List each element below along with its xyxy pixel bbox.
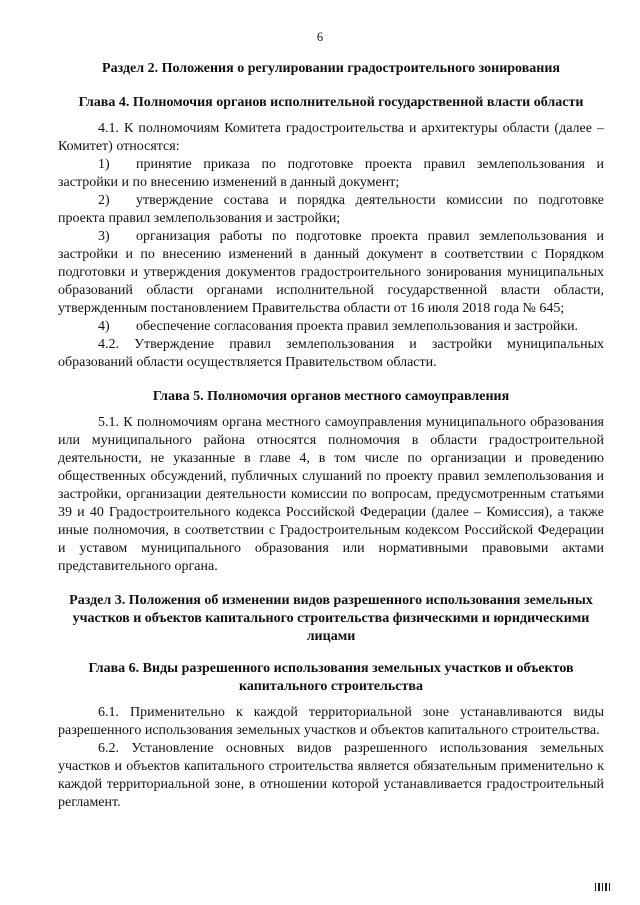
list-item [58, 192, 604, 228]
paragraph-6-2: 6.2. Установление основных видов разрешенного использования земельных участков и объектов капитального строительства является обязательным применительно к каждой территориальной зоне, в отношении которой устанавливается градостроительный регламент. [58, 741, 604, 810]
section-3-heading: Раздел 3. Положения об изменении видов разрешенного использования земельных участков и объектов капитального строительства физическими и юридическими лицами [69, 593, 593, 644]
barcode-bar [602, 883, 603, 891]
document-body [58, 60, 604, 812]
list-item-text: обеспечение согласования проекта правил землепользования и застройки. [136, 319, 579, 334]
list-item-text: принятие приказа по подготовке проекта правил землепользования и застройки и по внесению изменений в данный документ; [58, 157, 604, 190]
list-item-text: утверждение состава и порядка деятельности комиссии по подготовке проекта правил землепользования и застройки; [58, 193, 604, 226]
barcode-bar [605, 883, 607, 891]
list-item [58, 156, 604, 192]
section-2-heading: Раздел 2. Положения о регулировании градостроительного зонирования [102, 61, 560, 76]
paragraph-4-1: 4.1. К полномочиям Комитета градостроительства и архитектуры области (далее – Комитет) относятся: [58, 121, 604, 154]
chapter-6-heading: Глава 6. Виды разрешенного использования земельных участков и объектов капитального строительства [88, 661, 574, 694]
list-item-number: 4) [98, 319, 110, 334]
page-number: 6 [316, 30, 324, 44]
paragraph-4-2: 4.2. Утверждение правил землепользования и застройки муниципальных образований области осуществляется Правительством области. [58, 337, 604, 370]
barcode-mark [595, 883, 610, 891]
chapter-4-heading: Глава 4. Полномочия органов исполнительной государственной власти области [78, 95, 584, 110]
barcode-bar [609, 883, 610, 891]
list-item-number: 2) [98, 193, 110, 208]
chapter-5-heading: Глава 5. Полномочия органов местного самоуправления [152, 389, 510, 404]
list-item-text: организация работы по подготовке проекта правил землепользования и застройки и по внесению изменений в данный документ в соответствии с Порядком подготовки и утверждения документов градостроительного зонирования муниципальных образований области органами исполнительной государственной власти области, утвержденным постановлением Правительства области от 16 июля 2018 года № 645; [58, 229, 604, 316]
paragraph-6-1: 6.1. Применительно к каждой территориальной зоне устанавливаются виды разрешенного использования земельных участков и объектов капитального строительства. [58, 705, 604, 738]
list-item [58, 228, 604, 318]
barcode-bar [595, 883, 596, 891]
barcode-bar [598, 883, 600, 891]
paragraph-5-1: 5.1. К полномочиям органа местного самоуправления муниципального образования или муниципального района относятся полномочия в области градостроительной деятельности, не указанные в главе 4, в том числе по организации и проведению общественных обсуждений, публичных слушаний по проекту правил землепользования и застройки, организации деятельности комиссии по вопросам, предусмотренным статьями 39 и 40 Градостроительного кодекса Российской Федерации (далее – Комиссия), а также иные полномочия, в соответствии с Градостроительным кодексом Российской Федерации и уставом муниципального образования или нормативными правовыми актами представительного органа. [58, 415, 604, 574]
list-item [58, 318, 604, 336]
list-item-number: 3) [98, 229, 110, 244]
list-item-number: 1) [98, 157, 110, 172]
